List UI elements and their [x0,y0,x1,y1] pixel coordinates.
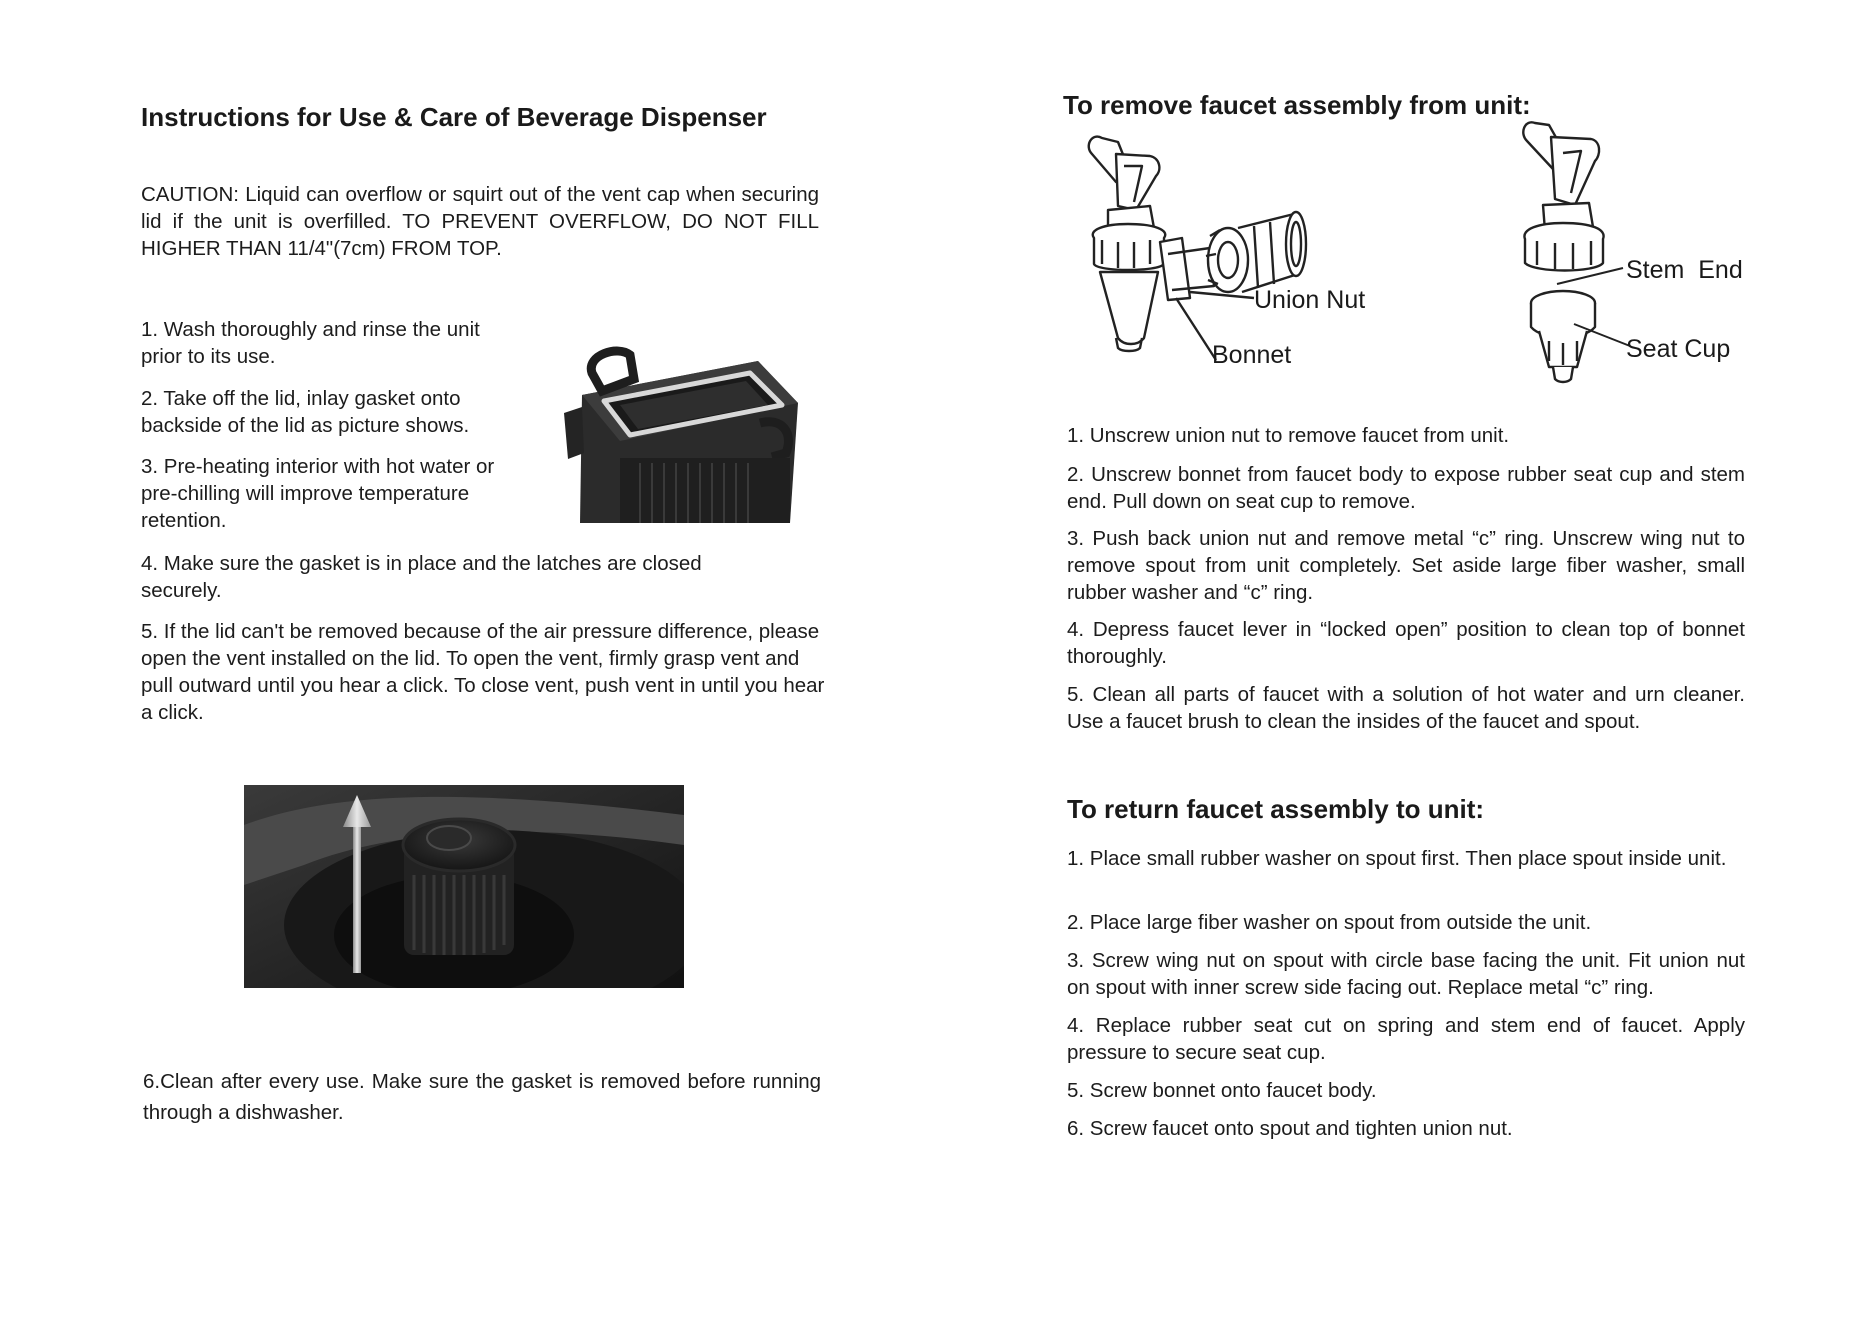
return-step-1: 1. Place small rubber washer on spout first. Then place spout inside unit. [1067,847,1727,870]
dispenser-image [560,333,820,523]
return-step-4: 4. Replace rubber seat cut on spring and stem end of faucet. Apply pressure to secure seat cup. [1067,1014,1745,1064]
caution-text: CAUTION: Liquid can overflow or squirt out of the vent cap when securing lid if the unit is overfilled. TO PREVENT OVERFLOW, DO NOT FILL HIGHER THAN 11/4"(7cm) FROM TOP. [141,183,819,260]
seat-cup-diagram [1515,117,1625,392]
union-nut-label: Union Nut [1254,286,1366,314]
remove-section-title: To remove faucet assembly from unit: [1063,90,1531,120]
remove-step-5: 5. Clean all parts of faucet with a solution of hot water and urn cleaner. Use a faucet brush to clean the insides of the faucet and spout. [1067,683,1745,733]
bonnet-label: Bonnet [1212,341,1292,369]
remove-step-3: 3. Push back union nut and remove metal “c” ring. Unscrew wing nut to remove spout from unit completely. Set aside large fiber washer, small rubber washer and “c” ring. [1067,527,1745,604]
step-3: 3. Pre-heating interior with hot water or pre-chilling will improve temperature retention. [141,455,495,532]
return-step-5: 5. Screw bonnet onto faucet body. [1067,1079,1377,1102]
step-5: 5. If the lid can't be removed because of the air pressure difference, please open the vent installed on the lid. To open the vent, firmly grasp vent and pull outward until you hear a click. To close vent, push vent in until you hear a click. [141,620,825,724]
return-step-6: 6. Screw faucet onto spout and tighten union nut. [1067,1117,1513,1140]
step-2: 2. Take off the lid, inlay gasket onto backside of the lid as picture shows. [141,387,470,437]
remove-step-1: 1. Unscrew union nut to remove faucet from unit. [1067,424,1510,447]
remove-step-2: 2. Unscrew bonnet from faucet body to expose rubber seat cup and stem end. Pull down on seat cup to remove. [1067,463,1745,513]
step-4: 4. Make sure the gasket is in place and the latches are closed securely. [141,552,702,602]
return-step-2: 2. Place large fiber washer on spout from outside the unit. [1067,911,1592,934]
stem-end-label: Stem End [1626,256,1743,284]
page-title: Instructions for Use & Care of Beverage Dispenser [141,102,767,132]
stem-end-leader [1555,256,1625,286]
seat-cup-label: Seat Cup [1626,335,1731,363]
faucet-assembly-diagram [1078,132,1308,362]
return-section-title: To return faucet assembly to unit: [1067,794,1485,824]
return-step-3: 3. Screw wing nut on spout with circle base facing the unit. Fit union nut on spout with inner screw side facing out. Replace metal “c” ring. [1067,949,1745,999]
remove-step-4: 4. Depress faucet lever in “locked open” position to clean top of bonnet thoroughly. [1067,618,1745,668]
seat-cup-leader [1572,320,1632,350]
step-6: 6.Clean after every use. Make sure the gasket is removed before running through a dishwasher. [143,1070,821,1124]
step-1: 1. Wash thoroughly and rinse the unit prior to its use. [141,318,480,368]
vent-photo [244,785,684,988]
